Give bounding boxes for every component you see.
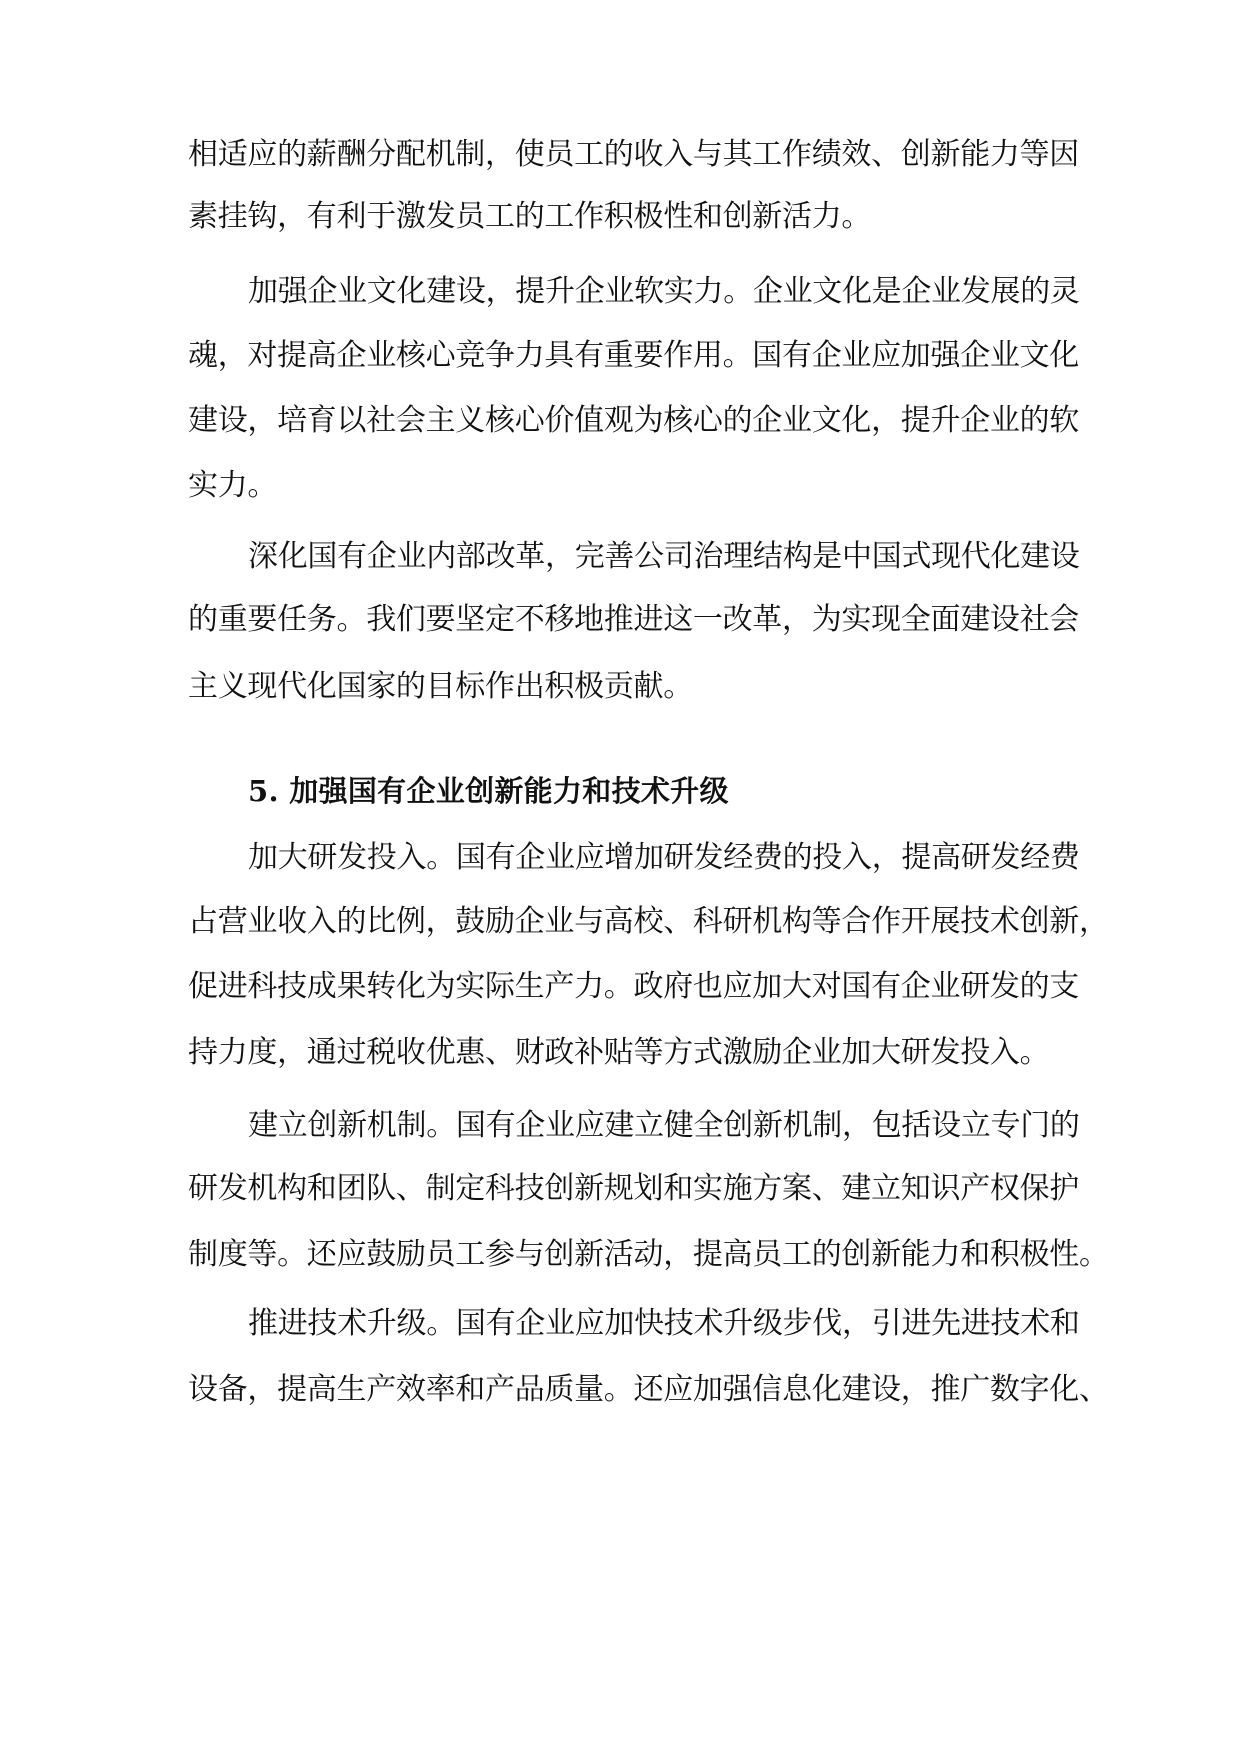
section-heading: 5. 加强国有企业创新能力和技术升级: [248, 774, 729, 808]
paragraph-line: 设备，提高生产效率和产品质量。还应加强信息化建设，推广数字化、: [188, 1372, 1109, 1407]
paragraph-line: 加大研发投入。国有企业应增加研发经费的投入，提高研发经费: [248, 840, 1080, 875]
paragraph-line: 相适应的薪酬分配机制，使员工的收入与其工作绩效、创新能力等因: [188, 137, 1079, 172]
paragraph-line: 占营业收入的比例，鼓励企业与高校、科研机构等合作开展技术创新，: [188, 904, 1109, 939]
paragraph-line: 实力。: [188, 468, 278, 503]
paragraph-line: 加强企业文化建设，提升企业软实力。企业文化是企业发展的灵: [248, 274, 1080, 309]
paragraph-line: 促进科技成果转化为实际生产力。政府也应加大对国有企业研发的支: [188, 969, 1079, 1004]
paragraph-line: 持力度，通过税收优惠、财政补贴等方式激励企业加大研发投入。: [188, 1035, 1050, 1070]
paragraph-line: 魂，对提高企业核心竞争力具有重要作用。国有企业应加强企业文化: [188, 338, 1079, 373]
paragraph-line: 建立创新机制。国有企业应建立健全创新机制，包括设立专门的: [248, 1108, 1080, 1143]
paragraph-line: 素挂钩，有利于激发员工的工作积极性和创新活力。: [188, 199, 872, 234]
paragraph-line: 主义现代化国家的目标作出积极贡献。: [188, 669, 693, 704]
paragraph-line: 研发机构和团队、制定科技创新规划和实施方案、建立知识产权保护: [188, 1171, 1079, 1206]
paragraph-line: 建设，培育以社会主义核心价值观为核心的企业文化，提升企业的软: [188, 403, 1079, 438]
paragraph-line: 制度等。还应鼓励员工参与创新活动，提高员工的创新能力和积极性。: [188, 1237, 1109, 1272]
paragraph-line: 的重要任务。我们要坚定不移地推进这一改革，为实现全面建设社会: [188, 602, 1079, 637]
paragraph-line: 推进技术升级。国有企业应加快技术升级步伐，引进先进技术和: [248, 1306, 1080, 1341]
paragraph-line: 深化国有企业内部改革，完善公司治理结构是中国式现代化建设: [248, 539, 1080, 574]
